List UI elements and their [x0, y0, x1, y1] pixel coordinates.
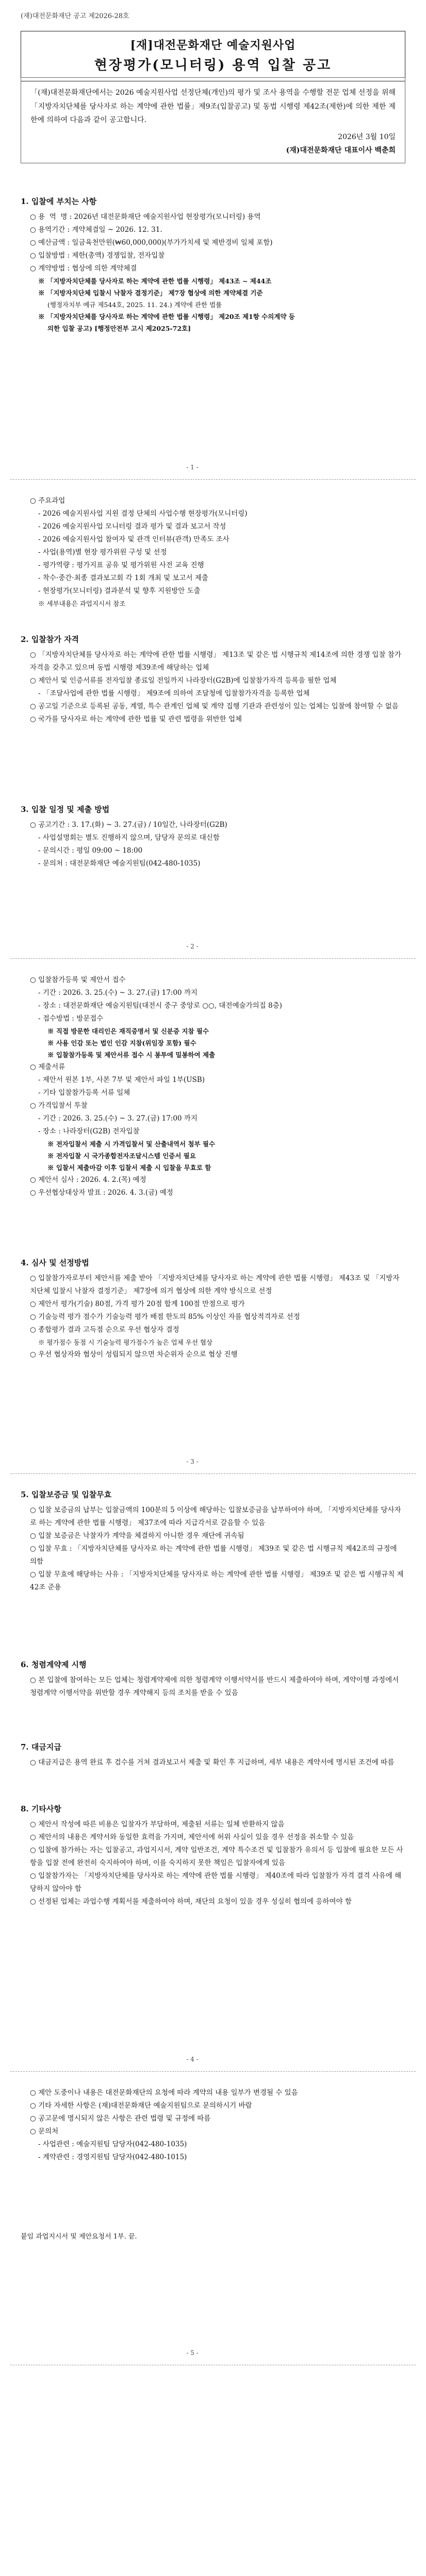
section-4 [21, 1257, 405, 1361]
page-number: - 1 - [186, 464, 199, 471]
section-title: 5. 입찰보증금 및 입찰무효 [21, 1490, 112, 1499]
title-box [21, 31, 405, 81]
section-line: ※ 전자입찰 시 국가종합전자조달시스템 인증서 필요 [47, 1152, 196, 1160]
section-line: - 평가역량 : 평가지표 공유 및 평가위원 사전 교육 진행 [38, 561, 204, 569]
section-line: ○ 용역기간 : 계약체결일 ~ 2026. 12. 31. [30, 225, 162, 234]
section-line: ○ 우선 협상자와 협상이 성립되지 않으면 차순위자 순으로 협상 진행 [30, 1350, 238, 1359]
section-line: ○ 공고일 기준으로 등록된 공동, 계열, 특수 관계인 업체 및 계약 집행 기관과 관련성이 있는 업체는 입찰에 참여할 수 없음 [30, 702, 399, 710]
section-title: 3. 입찰 일정 및 제출 방법 [21, 805, 110, 814]
attachment-note: 붙임 과업지시서 및 제안요청서 1부. 끝. [21, 2233, 137, 2241]
section-line: - 2026 예술지원사업 참여자 및 관객 인터뷰(관객) 만족도 조사 [38, 535, 230, 544]
section-line: ※ 「지방자치단체를 당사자로 하는 계약에 관한 법률 시행령」 제20조 제1항 수의계약 등 [38, 313, 295, 321]
section-line: ○ 본 입찰에 참여하는 모든 업체는 청렴계약제에 의한 청렴계약 이행서약서를 반드시 제출하여야 하며, 계약이행 과정에서 청렴계약 이행서약을 위반할 경우 계약해지 등의 조치를 받을 수 있음 [30, 1676, 401, 1697]
section-line: 의한 입찰 공고) [행정안전부 고시 제2025-72호] [47, 325, 191, 333]
section-line: ○ 선정된 업체는 과업수행 계획서를 제출하여야 하며, 재단의 요청이 있을 경우 성실히 협의에 응하여야 함 [30, 1897, 352, 1906]
section-line: ○ 기타 자세한 사항은 (재)대전문화재단 예술지원팀으로 문의하시기 바람 [30, 2101, 252, 2110]
section-line: - 문의처 : 대전문화재단 예술지원팀(042-480-1035) [38, 859, 201, 868]
section-6 [21, 1659, 405, 1700]
section-line: ○ 공고기간 : 3. 17.(화) ~ 3. 27.(금) / 10일간, 나라장터(G2B) [30, 821, 227, 829]
section-line: ○ 가격입찰서 투찰 [30, 1101, 88, 1110]
section-line: ○ 입찰참가자로부터 제안서를 제출 받아 「지방자치단체를 당사자로 하는 계약에 관한 법률 시행령」 제43조 및 「지방자치단체 입찰시 낙찰자 결정기준」 제7장에 의거 협상에 의한 계약 방식으로 선정 [30, 1274, 400, 1295]
section-line: ○ 입찰 보증금의 납부는 입찰금액의 100분의 5 이상에 해당하는 입찰보증금을 납부하여야 하며, 「지방자치단체를 당사자로 하는 계약에 관한 법률 시행령」 제37조에 따라 지급각서로 갈음할 수 있음 [30, 1506, 401, 1527]
section-line: ○ 제안 도중이나 내용은 대전문화재단의 요청에 따라 계약의 내용 일부가 변경될 수 있음 [30, 2089, 298, 2097]
page-number: - 2 - [186, 943, 199, 950]
section-line: - 기간 : 2026. 3. 25.(수) ~ 3. 27.(금) 17:00 까지 [38, 1114, 198, 1123]
section-line: - 「조달사업에 관한 법률 시행령」 제9조에 의하여 조달청에 입찰참가자격을 등록한 업체 [38, 689, 310, 698]
section-line: - 현장평가(모니터링) 결과분석 및 향후 지원방안 도출 [38, 586, 201, 595]
section-line: - 접수방법 : 방문접수 [38, 1014, 104, 1023]
section-3 [21, 804, 405, 870]
section-line: ※ 세부내용은 과업지시서 참조 [38, 599, 126, 607]
section-line: - 기타 입찰참가등록 서류 일체 [38, 1089, 130, 1097]
section-line: ※ 「지방자치단체를 당사자로 하는 계약에 관한 법률 시행령」 제43조 ~ 제44조 [38, 277, 272, 285]
section-line: ※ 입찰참가등록 및 제안서류 접수 시 봉투에 밀봉하여 제출 [47, 1051, 216, 1059]
section-line: ○ 「지방자치단체를 당사자로 하는 계약에 관한 법률 시행령」 제13조 및 같은 법 시행규칙 제14조에 의한 경쟁 입찰 참가자격을 갖추고 있으며 동법 시행령 제39조에 해당하는 업체 [30, 651, 401, 672]
section-8 [21, 1803, 405, 1908]
section-line: - 장소 : 나라장터(G2B) 전자입찰 [38, 1127, 140, 1136]
section-line: ○ 예산금액 : 일금육천만원(₩60,000,000)(부가가치세 및 제반경비 일체 포함) [30, 238, 273, 247]
section-line: - 기간 : 2026. 3. 25.(수) ~ 3. 27.(금) 17:00 까지 [38, 988, 198, 997]
section-line: ○ 계약방법 : 협상에 의한 계약체결 [30, 264, 137, 273]
section-title: 8. 기타사항 [21, 1804, 61, 1814]
section-5 [21, 1489, 405, 1594]
section-line: ※ 평가점수 동점 시 기술능력 평가점수가 높은 업체 우선 협상 [38, 1338, 213, 1346]
section-line: ○ 종합평가 결과 고득점 순으로 우선 협상자 결정 [30, 1325, 179, 1334]
document-reference: (재)대전문화재단 공고 제2026-28호 [21, 12, 129, 20]
section-line: ○ 입찰참가자는 「지방자치단체를 당사자로 하는 계약에 관한 법률 시행령」 제40조에 따라 입찰참가 자격 결격 사유에 해당하지 않아야 함 [30, 1871, 402, 1893]
section-line: ○ 제안서의 내용은 계약서와 동일한 효력을 가지며, 제안서에 허위 사실이 있을 경우 선정을 취소할 수 있음 [30, 1833, 354, 1841]
section-line: ○ 입찰참가등록 및 제안서 접수 [30, 976, 126, 984]
section-line: ○ 제출서류 [30, 1063, 65, 1072]
section-line: ※ 직접 방문한 대리인은 재직증명서 및 신분증 지참 필수 [47, 1027, 209, 1035]
section-7 [21, 1741, 405, 1769]
section-line: ○ 주요과업 [30, 497, 65, 505]
section-line: ○ 우선협상대상자 발표 : 2026. 4. 3.(금) 예정 [30, 1189, 173, 1197]
section-line: - 사업설명회는 별도 진행하지 않으며, 담당자 문의로 대신함 [38, 833, 220, 842]
section-line: - 계약관련 : 경영지원팀 담당자(042-480-1015) [38, 2153, 187, 2161]
section-line: ○ 입찰 무효 : 「지방자치단체를 당사자로 하는 계약에 관한 법률 시행령」 제39조 및 같은 법 시행규칙 제42조의 규정에 의함 [30, 1544, 399, 1566]
section-line: ○ 입찰 무효에 해당하는 사유 : 「지방자치단체를 당사자로 하는 계약에 관한 법률 시행령」 제39조 및 같은 법 시행규칙 제42조 준용 [30, 1570, 404, 1591]
section-line: ※ 전자입찰서 제출 시 가격입찰서 및 산출내역서 첨부 필수 [47, 1140, 216, 1148]
page-number: - 3 - [186, 1458, 199, 1465]
section-1-continued [21, 495, 405, 609]
section-line: ○ 제안서 심사 : 2026. 4. 2.(목) 예정 [30, 1176, 146, 1184]
section-line: - 착수·중간·최종 결과보고회 각 1회 개최 및 보고서 제출 [38, 573, 208, 582]
section-line: - 2026 예술지원사업 지원 결정 단체의 사업수행 현장평가(모니터링) [38, 509, 248, 518]
section-line: ○ 제안서 평가(기술) 80점, 가격 평가 20점 합계 100점 만점으로 평가 [30, 1299, 245, 1308]
section-line: ○ 입찰 보증금은 낙찰자가 계약을 체결하지 아니한 경우 재단에 귀속됨 [30, 1531, 244, 1540]
section-line: - 사업관련 : 예술지원팀 담당자(042-480-1035) [38, 2140, 187, 2148]
section-line: ○ 국가를 당사자로 하는 계약에 관한 법률 및 관련 법령을 위반한 업체 [30, 715, 242, 723]
title-line-1: [재]대전문화재단 예술지원사업 [130, 39, 296, 52]
announcing-organization: (재)대전문화재단 대표이사 백춘희 [286, 146, 396, 155]
section-title: 4. 심사 및 선정방법 [21, 1258, 89, 1267]
section-8-continued [21, 2087, 405, 2164]
section-line: ※ 사용 인감 또는 법인 인감 지참(위임장 포함) 필수 [47, 1039, 196, 1047]
page-number: - 4 - [186, 2056, 199, 2063]
section-title: 1. 입찰에 부치는 사항 [21, 197, 97, 206]
section-line: - 2026 예술지원사업 모니터링 결과 평가 및 결과 보고서 작성 [38, 522, 226, 531]
section-line: ○ 문의처 [30, 2127, 59, 2136]
section-line: - 제안서 원본 1부, 사본 7부 및 제안서 파일 1부(USB) [38, 1076, 205, 1084]
intro-box [21, 77, 405, 163]
section-title: 6. 청렴계약제 시행 [21, 1660, 87, 1669]
section-line: ※ 「지방자치단체 입찰시 낙찰자 결정기준」 제7장 협상에 의한 계약체결 기준 [38, 289, 263, 297]
section-line: ○ 제안서 작성에 따른 비용은 입찰자가 부담하며, 제출된 서류는 일체 반환하지 않음 [30, 1820, 285, 1828]
section-3-continued [21, 974, 405, 1199]
section-line: ○ 대금지급은 용역 완료 후 검수를 거쳐 결과보고서 제출 및 확인 후 지급하며, 세부 내용은 계약서에 명시된 조건에 따름 [30, 1758, 395, 1767]
section-line: ○ 기술능력 평가 점수가 기술능력 평가 배점 한도의 85% 이상인 자를 협상적격자로 선정 [30, 1312, 300, 1321]
intro-text: 「(재)대전문화재단에서는 2026 예술지원사업 선정단체(개인)의 평가 및 조사 용역을 수행할 전문 업체 선정을 위해 「지방자치단체를 당사자로 하는 계약에 관한 법률」제9조(입찰공고) 및 동법 시행령 제42조(제한)에 의한 제한 제한에 의하여 다음과 같이 공고합니다. [30, 89, 396, 125]
section-title: 2. 입찰참가 자격 [21, 635, 79, 644]
section-line: ○ 입찰방법 : 제한(총액) 경쟁입찰, 전자입찰 [30, 251, 165, 260]
page-number: - 5 - [186, 2349, 199, 2357]
section-line: - 장소 : 대전문화재단 예술지원팀(대전시 중구 중앙로 ○○, 대전예술가의집 8층) [38, 1001, 282, 1010]
section-line: ○ 입찰에 참가하는 자는 입찰공고, 과업지시서, 계약 일반조건, 계약 특수조건 및 입찰참가 유의서 등 입찰에 필요한 모든 사항을 입찰 전에 완전히 숙지하여야 하며, 이를 숙지하지 못한 책임은 입찰자에게 있음 [30, 1845, 403, 1867]
section-line: ※ 입찰서 제출마감 이후 입찰서 제출 시 입찰을 무효로 함 [47, 1164, 211, 1172]
section-line: - 사업(용역)별 현장 평가위원 구성 및 선정 [38, 548, 167, 556]
section-line: ○ 용 역 명 : 2026년 대전문화재단 예술지원사업 현장평가(모니터링) 용역 [30, 213, 261, 221]
section-line: (행정자치부 예규 제544호, 2025. 11. 24.) 계약에 관한 법률 [47, 301, 222, 309]
section-title: 7. 대금지급 [21, 1742, 61, 1752]
section-2 [21, 634, 405, 726]
section-1 [21, 196, 405, 334]
section-line: - 문의시간 : 평일 09:00 ~ 18:00 [38, 846, 143, 855]
section-line: ○ 공고문에 명시되지 않은 사항은 관련 법령 및 규정에 따름 [30, 2114, 211, 2123]
announcement-date: 2026년 3월 10일 [338, 132, 396, 141]
title-line-2: 현장평가(모니터링) 용역 입찰 공고 [94, 58, 332, 73]
section-line: ○ 제안서 및 인증서류를 전자입찰 종료일 전일까지 나라장터(G2B)에 입찰참가자격 등록을 필한 업체 [30, 676, 337, 685]
